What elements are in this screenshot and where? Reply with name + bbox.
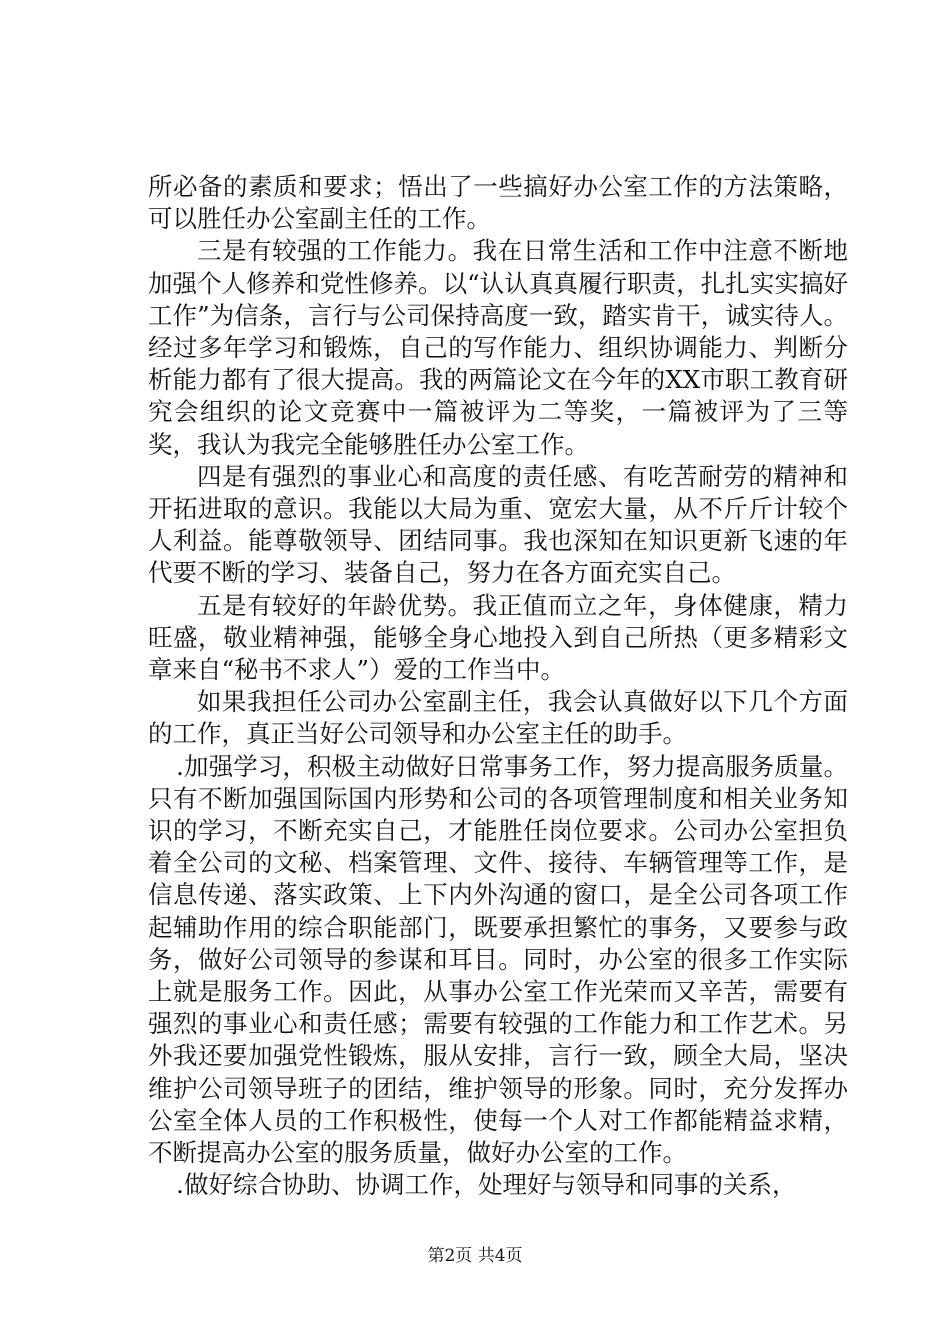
paragraph-continuation: 所必备的素质和要求；悟出了一些搞好办公室工作的方法策略，可以胜任办公室副主任的工作。	[148, 172, 848, 234]
paragraph-work-ability: 三是有较强的工作能力。我在日常生活和工作中注意不断地加强个人修养和党性修养。以“认认真真履行职责，扎扎实实搞好工作”为信条，言行与公司保持高度一致，踏实肯干，诚实待人。经过多年学习和锻炼，自己的写作能力、组织协调能力、判断分析能力都有了很大提高。我的两篇论文在今年的XX市职工教育研究会组织的论文竞赛中一篇被评为二等奖，一篇被评为了三等奖，我认为我完全能够胜任办公室工作。	[148, 236, 848, 459]
paragraph-age-advantage: 五是有较好的年龄优势。我正值而立之年，身体健康，精力旺盛，敬业精神强，能够全身心地投入到自己所热（更多精彩文章来自“秘书不求人”）爱的工作当中。	[148, 590, 848, 685]
paragraph-plan-intro: 如果我担任公司办公室副主任，我会认真做好以下几个方面的工作，真正当好公司领导和办公室主任的助手。	[148, 687, 848, 749]
paragraph-responsibility: 四是有强烈的事业心和高度的责任感、有吃苦耐劳的精神和开拓进取的意识。我能以大局为重、宽宏大量，从不斤斤计较个人利益。能尊敬领导、团结同事。我也深知在知识更新飞速的年代要不断的学习、装备自己，努力在各方面充实自己。	[148, 461, 848, 588]
document-body	[148, 171, 848, 1202]
page-footer	[0, 1245, 950, 1267]
paragraph-plan-item-coordinate: .做好综合协助、协调工作，处理好与领导和同事的关系，	[176, 1170, 797, 1200]
page-number-label: 第2页 共4页	[427, 1246, 523, 1266]
paragraph-plan-item-study: .加强学习，积极主动做好日常事务工作，努力提高服务质量。只有不断加强国际国内形势和公司的各项管理制度和相关业务知识的学习，不断充实自己，才能胜任岗位要求。公司办公室担负着全公司的文秘、档案管理、文件、接待、车辆管理等工作，是信息传递、落实政策、上下内外沟通的窗口，是全公司各项工作起辅助作用的综合职能部门，既要承担繁忙的事务，又要参与政务，做好公司领导的参谋和耳目。同时，办公室的很多工作实际上就是服务工作。因此，从事办公室工作光荣而又辛苦，需要有强烈的事业心和责任感；需要有较强的工作能力和工作艺术。另外我还要加强党性锻炼，服从安排，言行一致，顾全大局，坚决维护公司领导班子的团结，维护领导的形象。同时，充分发挥办公室全体人员的工作积极性，使每一个人对工作都能精益求精，不断提高办公室的服务质量，做好办公室的工作。	[148, 751, 848, 1168]
